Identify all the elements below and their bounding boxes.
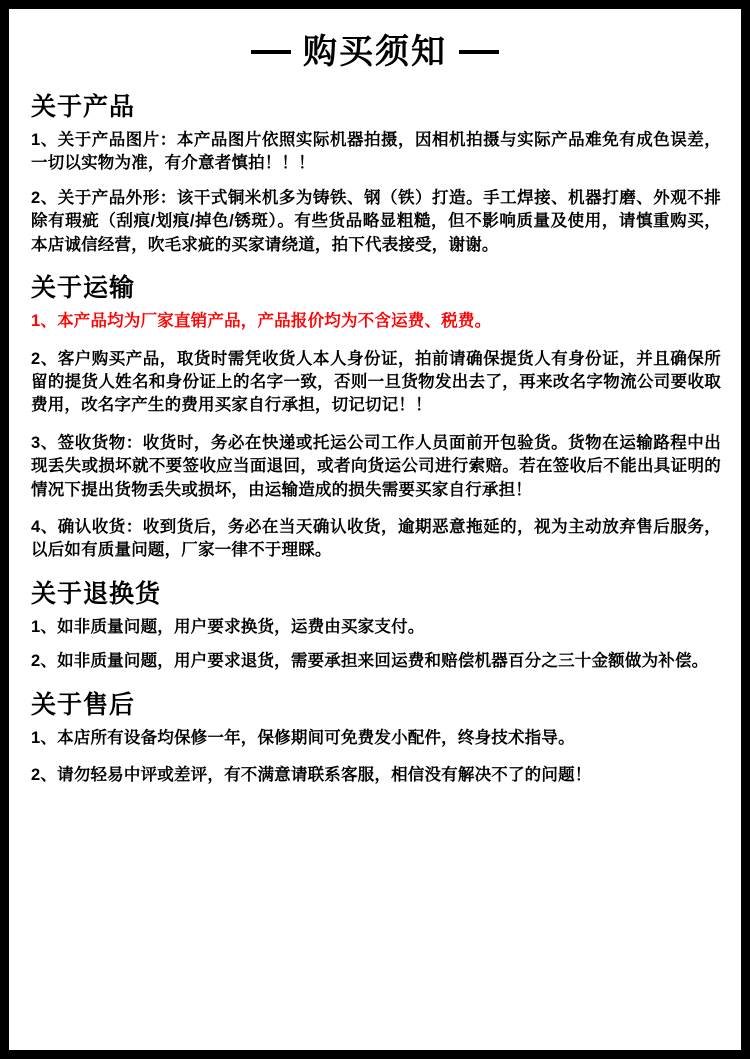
paragraph-returns-2: 2、如非质量问题，用户要求退货，需要承担来回运费和赔偿机器百分之三十金额做为补偿。 [31,652,709,671]
section-shipping [29,268,721,563]
paragraph-shipping-1: 1、本产品均为厂家直销产品，产品报价均为不含运费、税费。 [31,312,492,331]
title-rule-left [251,50,291,54]
section-product [29,87,721,257]
paragraph-product-1: 1、关于产品图片：本产品图片依照实际机器拍摄，因相机拍摄与实际产品难免有成色误差，一切以实物为准，有介意者慎拍！！！ [31,131,721,173]
paragraph-aftersales-2: 2、请勿轻易中评或差评，有不满意请联系客服，相信没有解决不了的问题！ [31,766,592,785]
poster-sheet [9,9,741,1050]
section-heading-shipping: 关于运输 [31,274,136,303]
section-heading-product: 关于产品 [31,93,136,121]
paragraph-returns-1: 1、如非质量问题，用户要求换货，运费由买家支付。 [31,617,425,636]
section-aftersales [29,685,721,788]
section-heading-returns: 关于退换货 [31,579,162,608]
paragraph-shipping-2: 2、客户购买产品，取货时需凭收货人本人身份证，拍前请确保提货人有身份证，并且确保所留的提货人姓名和身份证上的名字一致，否则一旦货物发出去了，再来改名字物流公司要收取费用，改名字产生的费用买家自行承担，切记切记！！ [31,349,721,415]
page-title: 购买须知 [303,33,447,71]
title-rule-right [459,50,499,54]
paragraph-product-2: 2、关于产品外形：该干式铜米机多为铸铁、钢（铁）打造。手工焊接、机器打磨、外观不排除有瑕疵（刮痕/划痕/掉色/锈斑）。有些货品略显粗糙，但不影响质量及使用，请慎重购买，本店诚信经营，吹毛求疵的买家请绕道，拍下代表接受，谢谢。 [31,188,721,254]
section-returns [29,574,721,674]
paragraph-shipping-4: 4、确认收货：收到货后，务必在当天确认收货，逾期恶意拖延的，视为主动放弃售后服务，以后如有质量问题，厂家一律不于理睬。 [31,518,721,560]
paragraph-shipping-3: 3、签收货物：收货时，务必在快递或托运公司工作人员面前开包验货。货物在运输路程中出现丢失或损坏就不要签收应当面退回，或者向货运公司进行索赔。若在签收后不能出具证明的情况下提出货物丢失或损坏，由运输造成的损失需要买家自行承担！ [31,433,721,499]
paragraph-aftersales-1: 1、本店所有设备均保修一年，保修期间可免费发小配件，终身技术指导。 [31,728,575,747]
page-header [29,35,721,69]
section-heading-aftersales: 关于售后 [31,690,136,719]
